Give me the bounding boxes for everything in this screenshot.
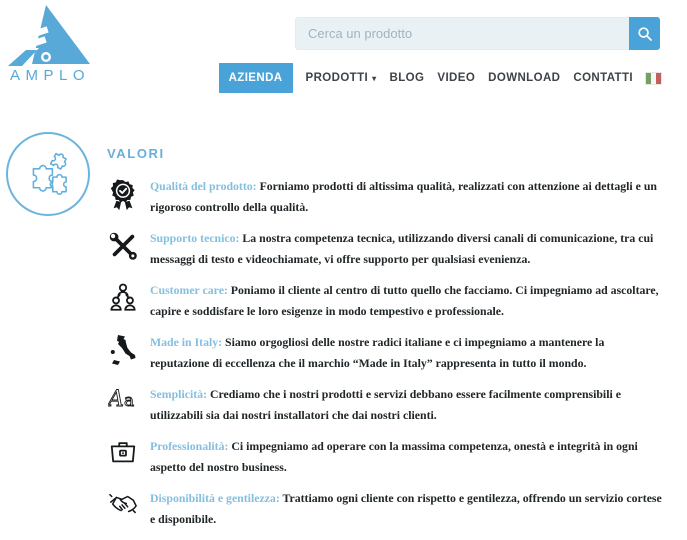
- value-item-supporto: [107, 228, 665, 270]
- puzzle-icon: [23, 149, 73, 199]
- svg-text:a: a: [123, 391, 134, 411]
- tools-icon: [107, 228, 138, 262]
- values-section-badge: [6, 132, 90, 216]
- value-item-semplicita: [107, 384, 665, 426]
- value-label: Professionalità:: [150, 439, 229, 453]
- quality-badge-icon: [107, 176, 138, 214]
- value-body: Poniamo il cliente al centro di tutto quello che facciamo. Ci impegniamo ad ascoltare, capire e soddisfare le loro esigenze in modo tempestivo e professionale.: [150, 283, 659, 318]
- amplo-logo[interactable]: [8, 4, 98, 84]
- value-text: [150, 488, 665, 530]
- nav-item-prodotti[interactable]: [306, 72, 377, 84]
- value-text: [150, 228, 665, 270]
- nav-item-video[interactable]: VIDEO: [437, 72, 476, 84]
- value-item-disponibilita: [107, 488, 665, 530]
- value-label: Made in Italy:: [150, 335, 223, 349]
- value-body: Crediamo che i nostri prodotti e servizi debbano essere facilmente comprensibili e utilizzabili sia dai nostri installatori che dai nostri clienti.: [150, 387, 621, 422]
- value-item-qualita: [107, 176, 665, 218]
- aa-letters-icon: [107, 384, 138, 412]
- value-item-customer-care: [107, 280, 665, 322]
- values-list: [107, 176, 665, 530]
- search-button[interactable]: [629, 17, 660, 50]
- italian-flag-icon[interactable]: [646, 73, 661, 84]
- chevron-down-icon: ▾: [372, 73, 377, 83]
- value-text: [150, 332, 665, 374]
- value-text: [150, 176, 665, 218]
- briefcase-icon: [107, 436, 138, 466]
- section-title: VALORI: [107, 146, 165, 161]
- value-body: Siamo orgogliosi delle nostre radici italiane e ci impegniamo a mantenere la reputazione di eccellenza che il marchio “Made in Italy” rappresenta in tutto il mondo.: [150, 335, 605, 370]
- value-label: Supporto tecnico:: [150, 231, 240, 245]
- amplo-logo-mark: [8, 4, 98, 84]
- value-body: Trattiamo ogni cliente con rispetto e gentilezza, offrendo un servizio cortese e disponibile.: [150, 491, 662, 526]
- value-body: Ci impegniamo ad operare con la massima competenza, onestà e integrità in ogni aspetto del nostro business.: [150, 439, 638, 474]
- handshake-icon: [107, 488, 138, 518]
- nav-item-prodotti-label: PRODOTTI: [305, 72, 369, 84]
- main-nav: [219, 63, 661, 93]
- values-section: [107, 146, 665, 530]
- customer-care-people-icon: [107, 280, 138, 314]
- value-text: [150, 384, 665, 426]
- search-icon: [637, 26, 653, 42]
- value-text: [150, 436, 665, 478]
- value-item-made-in-italy: [107, 332, 665, 374]
- nav-item-download[interactable]: DOWNLOAD: [488, 72, 561, 84]
- nav-item-azienda[interactable]: AZIENDA: [219, 63, 293, 93]
- value-body: La nostra competenza tecnica, utilizzando diversi canali di comunicazione, tra cui messaggi di testo e videochiamate, vi offre supporto per qualsiasi evenienza.: [150, 231, 654, 266]
- value-item-professionalita: [107, 436, 665, 478]
- amplo-logo-text: AMPLO: [10, 67, 91, 84]
- value-body: Forniamo prodotti di altissima qualità, realizzati con attenzione ai dettagli e un rigoroso controllo della qualità.: [150, 179, 657, 214]
- value-label: Disponibilità e gentilezza:: [150, 491, 280, 505]
- value-label: Customer care:: [150, 283, 228, 297]
- nav-item-contatti[interactable]: CONTATTI: [573, 72, 633, 84]
- svg-text:A: A: [107, 387, 124, 412]
- search-input[interactable]: [295, 17, 629, 50]
- value-label: Qualità del prodotto:: [150, 179, 257, 193]
- value-text: [150, 280, 665, 322]
- italy-map-icon: [107, 332, 138, 366]
- search-bar: [295, 17, 660, 50]
- nav-item-blog[interactable]: BLOG: [389, 72, 425, 84]
- value-label: Semplicità:: [150, 387, 208, 401]
